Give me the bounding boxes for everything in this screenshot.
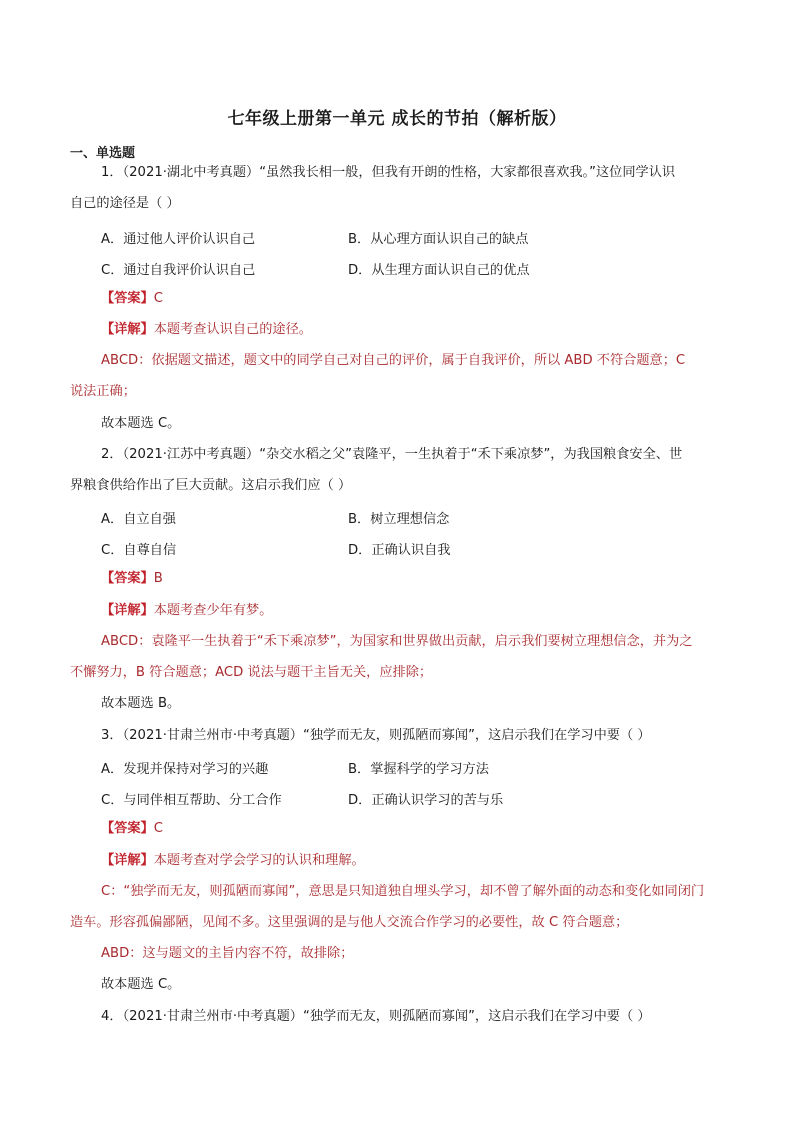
- question-2-detail: [101, 601, 272, 621]
- question-1-option-c: C．通过自我评价认识自己: [101, 263, 256, 278]
- question-2-analysis-line2: 不懈努力，B 符合题意；ACD 说法与题干主旨无关，应排除；: [70, 665, 433, 680]
- question-3-option-c: C．与同伴相互帮助、分工合作: [101, 793, 282, 808]
- question-4-stem: 4．（2021·甘肃兰州市·中考真题）“独学而无友，则孤陋而寡闻”，这启示我们在学习中要（ ）: [101, 1009, 651, 1024]
- question-3-option-d: D．正确认识学习的苦与乐: [348, 793, 504, 808]
- question-2-stem-line2: 界粮食供给作出了巨大贡献。这启示我们应（ ）: [70, 478, 352, 493]
- question-1-answer: [101, 289, 163, 309]
- detail-label: 【详解】: [101, 853, 154, 868]
- answer-label: 【答案】: [101, 291, 154, 306]
- detail-text: 本题考查对学会学习的认识和理解。: [153, 853, 365, 868]
- answer-label: 【答案】: [101, 821, 154, 836]
- question-2-option-a: A．自立自强: [101, 512, 176, 527]
- question-2-conclusion: 故本题选 B。: [101, 696, 181, 711]
- document-title: 七年级上册第一单元 成长的节拍（解析版）: [227, 109, 567, 129]
- answer-value: B: [153, 571, 163, 586]
- detail-text: 本题考查少年有梦。: [153, 603, 273, 618]
- question-3-answer: [101, 819, 163, 839]
- question-1-conclusion: 故本题选 C。: [101, 416, 181, 431]
- question-1-stem-line1: 1．（2021·湖北中考真题）“虽然我长相一般，但我有开朗的性格，大家都很喜欢我。”这位同学认识: [101, 165, 676, 180]
- question-3-conclusion: 故本题选 C。: [101, 977, 181, 992]
- question-2-option-c: C．自尊自信: [101, 543, 177, 558]
- question-3-analysis-line1: C：“独学而无友，则孤陋而寡闻”，意思是只知道独自埋头学习，却不曾了解外面的动态和变化如同闭门: [101, 884, 705, 899]
- question-1-analysis-line1: ABCD：依据题文描述，题文中的同学自己对自己的评价，属于自我评价，所以 ABD 不符合题意；C: [101, 353, 686, 368]
- question-1-detail: [101, 320, 312, 340]
- question-3-stem: 3．（2021·甘肃兰州市·中考真题）“独学而无友，则孤陋而寡闻”，这启示我们在学习中要（ ）: [101, 728, 651, 743]
- question-1-option-b: B．从心理方面认识自己的缺点: [348, 232, 529, 247]
- detail-label: 【详解】: [101, 603, 154, 618]
- question-2-answer: [101, 569, 163, 589]
- answer-value: C: [153, 821, 163, 836]
- question-3-detail: [101, 851, 365, 871]
- answer-label: 【答案】: [101, 571, 154, 586]
- question-3-option-a: A．发现并保持对学习的兴趣: [101, 762, 269, 777]
- question-2-analysis-line1: ABCD：袁隆平一生执着于“禾下乘凉梦”，为国家和世界做出贡献，启示我们要树立理想信念，并为之: [101, 634, 693, 649]
- question-1-option-a: A．通过他人评价认识自己: [101, 232, 256, 247]
- detail-text: 本题考查认识自己的途径。: [153, 322, 312, 337]
- answer-value: C: [153, 291, 163, 306]
- question-3-option-b: B．掌握科学的学习方法: [348, 762, 489, 777]
- question-1-option-d: D．从生理方面认识自己的优点: [348, 263, 530, 278]
- detail-label: 【详解】: [101, 322, 154, 337]
- question-2-option-d: D．正确认识自我: [348, 543, 451, 558]
- question-3-analysis-line2: 造车。形容孤偏鄙陋，见闻不多。这里强调的是与他人交流合作学习的必要性，故 C 符合题意；: [70, 915, 629, 930]
- question-2-stem-line1: 2．（2021·江苏中考真题）“杂交水稻之父”袁隆平，一生执着于“禾下乘凉梦”，为我国粮食安全、世: [101, 447, 683, 462]
- question-3-analysis-line3: ABD：这与题文的主旨内容不符，故排除；: [101, 946, 354, 961]
- section-heading: 一、单选题: [70, 146, 136, 161]
- question-1-stem-line2: 自己的途径是（ ）: [70, 196, 180, 211]
- question-1-analysis-line2: 说法正确；: [70, 384, 136, 399]
- question-2-option-b: B．树立理想信念: [348, 512, 450, 527]
